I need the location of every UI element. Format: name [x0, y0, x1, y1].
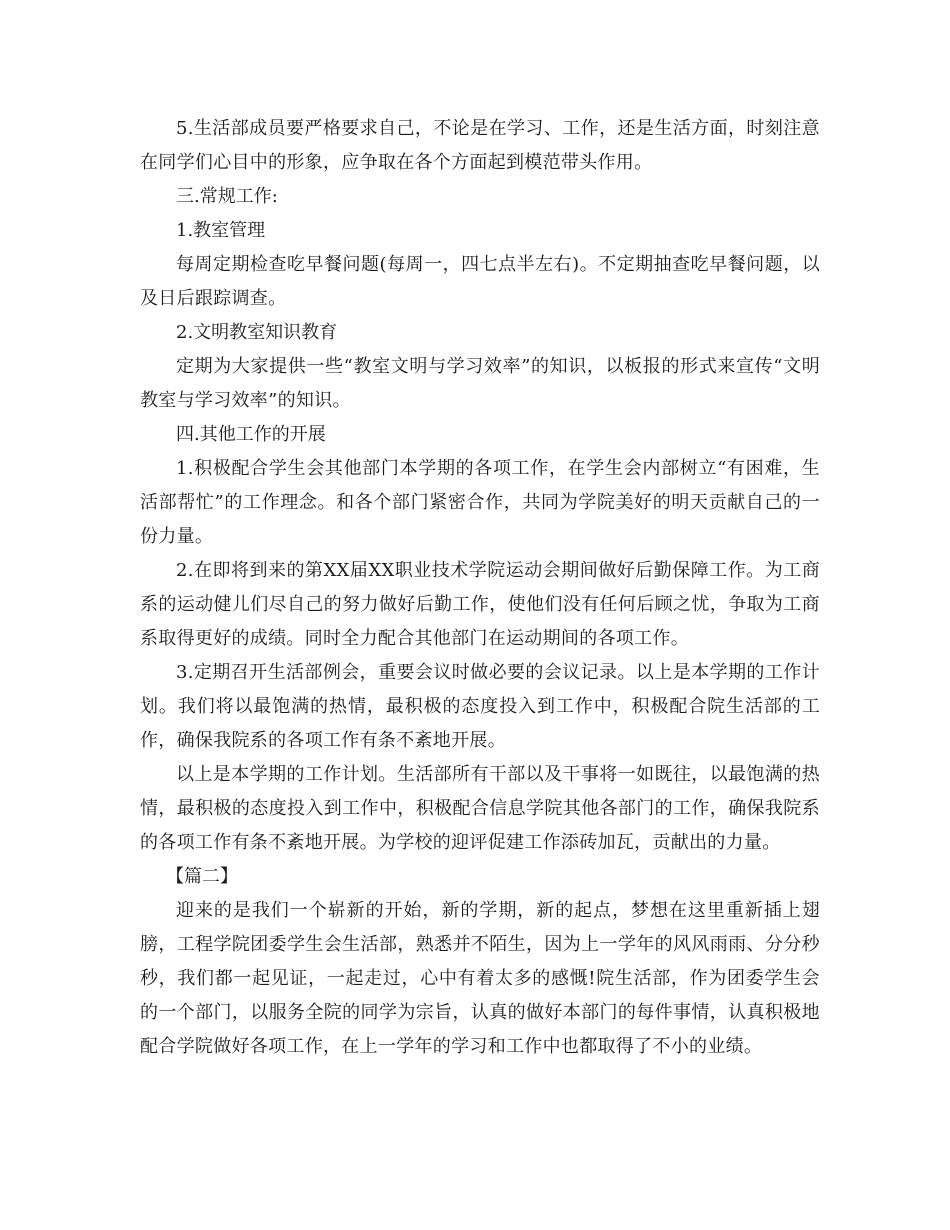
paragraph-new-semester: 迎来的是我们一个崭新的开始，新的学期，新的起点，梦想在这里重新插上翅膀，工程学院团委学生会生活部，熟悉并不陌生，因为上一学年的风风雨雨、分分秒秒，我们都一起见证，一起走过，心中有着太多的感慨!院生活部，作为团委学生会的一个部门，以服务全院的同学为宗旨，认真的做好本部门的每件事情，认真积极地配合学院做好各项工作，在上一学年的学习和工作中也都取得了不小的业绩。	[140, 900, 820, 1057]
paragraph-sports-meeting: 2.在即将到来的第XX届XX职业技术学院运动会期间做好后勤保障工作。为工商系的运动健儿们尽自己的努力做好后勤工作，使他们没有任何后顾之忧，争取为工商系取得更好的成绩。同时全力配合其他部门在运动期间的各项工作。	[140, 560, 820, 649]
paragraph-cooperation: 1.积极配合学生会其他部门本学期的各项工作，在学生会内部树立“有困难，生活部帮忙”的工作理念。和各个部门紧密合作，共同为学院美好的明天贡献自己的一份力量。	[140, 458, 820, 547]
heading-civilized-classroom: 2.文明教室知识教育	[176, 322, 338, 343]
paragraph-breakfast-check: 每周定期检查吃早餐问题(每周一，四七点半左右)。不定期抽查吃早餐问题，以及日后跟踪调查。	[140, 254, 820, 309]
paragraph-member-conduct: 5.生活部成员要严格要求自己，不论是在学习、工作，还是生活方面，时刻注意在同学们心目中的形象，应争取在各个方面起到模范带头作用。	[140, 118, 820, 173]
section-title-part-two: 【篇二】	[166, 866, 238, 887]
paragraph-knowledge-education: 定期为大家提供一些“教室文明与学习效率”的知识，以板报的形式来宣传“文明教室与学习效率”的知识。	[140, 356, 820, 411]
paragraph-regular-meetings: 3.定期召开生活部例会，重要会议时做必要的会议记录。以上是本学期的工作计划。我们将以最饱满的热情，最积极的态度投入到工作中，积极配合院生活部的工作，确保我院系的各项工作有条不紊地开展。	[140, 662, 820, 751]
heading-classroom-management: 1.教室管理	[176, 220, 266, 241]
paragraph-summary: 以上是本学期的工作计划。生活部所有干部以及干事将一如既往，以最饱满的热情，最积极的态度投入到工作中，积极配合信息学院其他各部门的工作，确保我院系的各项工作有条不紊地开展。为学校的迎评促建工作添砖加瓦，贡献出的力量。	[140, 764, 820, 853]
document-body	[140, 112, 820, 1064]
heading-routine-work: 三.常规工作:	[176, 186, 278, 207]
heading-other-work: 四.其他工作的开展	[176, 424, 326, 445]
